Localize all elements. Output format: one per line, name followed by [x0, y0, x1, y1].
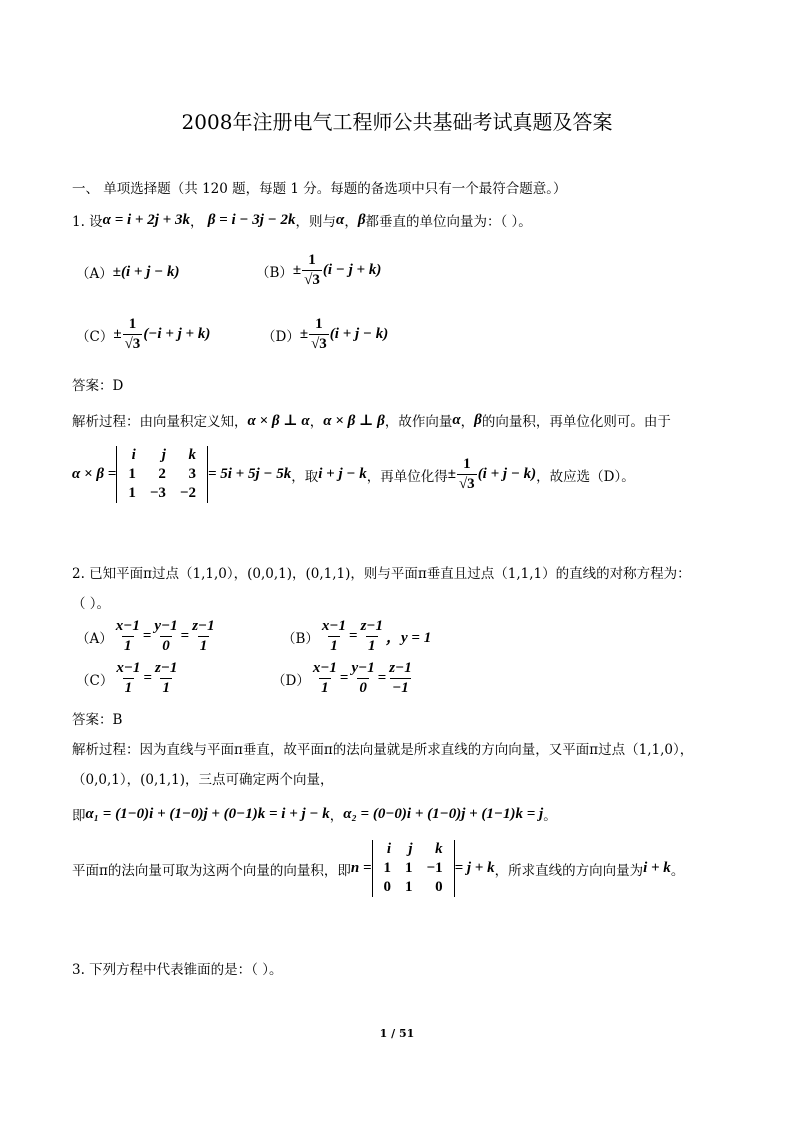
- q2-option-a: [76, 618, 218, 655]
- fraction: $\frac{x-1}{1}$: [115, 618, 140, 654]
- q1-option-c: [76, 316, 210, 353]
- q2-option-b: [282, 618, 431, 655]
- determinant: i j k 1 2 3 1 −3 −2: [116, 446, 208, 503]
- det-rhs: = j + k: [454, 860, 495, 876]
- fraction: $\frac{x-1}{1}$: [116, 660, 141, 696]
- plus-minus: ±: [292, 262, 302, 278]
- equals: =: [180, 628, 190, 644]
- option-label: （A）: [76, 630, 113, 647]
- determinant: i j k 1 1 −1 0 1 0: [372, 840, 455, 897]
- q1-beta: β: [357, 211, 366, 228]
- q2-stem-line2: （ ）。: [72, 596, 111, 612]
- q2-stem-line1: 2. 已知平面π过点（1,1,0），(0,0,1)，(0,1,1)，则与平面π垂直且过点（1,1,1）的直线的对称方程为：: [72, 566, 691, 582]
- sep: ，: [460, 414, 475, 430]
- sep: ，: [329, 808, 344, 824]
- sep: ，: [309, 414, 324, 430]
- equals: =: [143, 670, 152, 686]
- q1-option-d: [262, 316, 388, 353]
- q1-comma: ，: [344, 214, 358, 230]
- end: 。: [543, 808, 557, 824]
- direction: i + k: [643, 860, 671, 876]
- q2-option-d: [272, 660, 415, 697]
- option-label: （C）: [76, 328, 114, 345]
- q3-stem: 3. 下列方程中代表锥面的是：（ ）。: [72, 962, 283, 978]
- cross-lhs: α × β =: [72, 466, 117, 482]
- q1-stem-prefix: 1. 设: [72, 214, 103, 230]
- take-vec: i + j − k: [318, 466, 367, 482]
- fraction: $\frac{z-1}{1}$: [155, 660, 178, 696]
- option-label: （C）: [76, 672, 114, 689]
- q2-analysis-line1: 解析过程：因为直线与平面π垂直，故平面π的法向量就是所求直线的方向向量，又平面π过点（1,1,0），: [72, 742, 694, 758]
- q2-option-c: [76, 660, 180, 697]
- q1-answer: 答案：D: [72, 378, 124, 394]
- unit-text: ，再单位化得: [366, 468, 448, 485]
- vec-prefix: 即: [72, 808, 86, 824]
- q1-determinant-line: [72, 446, 635, 503]
- option-expr: ±(i + j − k): [112, 263, 180, 280]
- cross-2: α × β ⊥ β: [323, 412, 385, 429]
- n-lhs: n =: [350, 860, 372, 876]
- analysis-prefix: 解析过程：由向量积定义知，: [72, 414, 248, 430]
- option-label: （A）: [76, 266, 113, 282]
- fraction: $\frac{x-1}{1}$: [312, 660, 337, 696]
- cross-1: α × β ⊥ α: [247, 412, 310, 429]
- page-title: 2008年注册电气工程师公共基础考试真题及答案: [181, 110, 613, 134]
- normal-prefix: 平面π的法向量可取为这两个向量的向量积，即: [72, 862, 351, 879]
- fraction: $\frac{1}{√3}$: [458, 456, 475, 492]
- equals: =: [377, 670, 387, 686]
- option-expr: (i + j − k): [329, 326, 389, 342]
- q2-vectors: [72, 804, 557, 824]
- analysis-mid: ，故作向量: [384, 414, 453, 430]
- q1-sep: ，: [189, 214, 208, 230]
- conclusion: ，故应选（D）。: [536, 468, 635, 485]
- q1-alpha: α: [336, 211, 345, 228]
- alpha1-expr: α₁ = (1−0)i + (1−0)j + (0−1)k = i + j − k: [85, 805, 330, 822]
- fraction: $\frac{1}{√3}$: [311, 316, 327, 352]
- q2-answer: 答案：B: [72, 712, 123, 728]
- plus-minus: ±: [447, 466, 456, 482]
- plus-minus: ±: [299, 326, 309, 342]
- q1-beta-def: β = i − 3j − 2k: [207, 211, 296, 228]
- equals: =: [349, 628, 358, 644]
- normal-suffix: ，所求直线的方向向量为: [494, 862, 644, 879]
- take: ，取: [291, 468, 319, 485]
- fraction: $\frac{y-1}{0}$: [154, 618, 178, 654]
- equals: =: [339, 670, 349, 686]
- option-label: （B）: [256, 264, 293, 281]
- q1-stem-suffix: 都垂直的单位向量为：（ ）。: [365, 214, 532, 230]
- q2-normal-line: [72, 840, 684, 897]
- plus-minus: ±: [113, 326, 122, 342]
- section-heading: 一、 单项选择题（共 120 题，每题 1 分。每题的备选项中只有一个最符合题意。）: [72, 181, 567, 197]
- alpha: α: [452, 411, 461, 428]
- fraction: $\frac{1}{√3}$: [124, 316, 141, 352]
- q1-stem-mid: ，则与: [295, 214, 336, 230]
- end: 。: [670, 862, 685, 879]
- fraction: $\frac{z-1}{1}$: [192, 618, 215, 654]
- q1-option-a: [76, 262, 179, 282]
- det-rhs: = 5i + 5j − 5k: [207, 466, 292, 482]
- alpha2-expr: α₂ = (0−0)i + (1−0)j + (1−1)k = j: [343, 805, 544, 822]
- unit-vec: (i + j − k): [477, 466, 537, 482]
- equals: =: [142, 628, 152, 644]
- option-label: （D）: [262, 328, 300, 345]
- option-label: （D）: [272, 672, 310, 689]
- option-expr: (−i + j + k): [143, 326, 211, 342]
- beta: β: [474, 411, 482, 428]
- fraction: $\frac{x-1}{1}$: [321, 618, 347, 654]
- option-expr: (i − j + k): [322, 262, 382, 278]
- analysis-suffix: 的向量积，再单位化则可。由于: [481, 414, 671, 430]
- q2-analysis-line2: （0,0,1），(0,1,1)，三点可确定两个向量，: [72, 772, 334, 788]
- fraction: $\frac{z-1}{1}$: [360, 618, 384, 654]
- page-number: 1 / 51: [379, 1027, 415, 1040]
- fraction: $\frac{z-1}{-1}$: [389, 660, 412, 696]
- b-extra: ，y = 1: [386, 630, 432, 646]
- option-label: （B）: [282, 630, 319, 647]
- fraction: $\frac{y-1}{0}$: [351, 660, 375, 696]
- q1-alpha-def: α = i + 2j + 3k: [102, 211, 190, 228]
- q1-option-b: [256, 252, 381, 289]
- fraction: $\frac{1}{√3}$: [304, 252, 320, 288]
- q1-stem: [72, 210, 532, 230]
- q1-analysis: [72, 410, 671, 430]
